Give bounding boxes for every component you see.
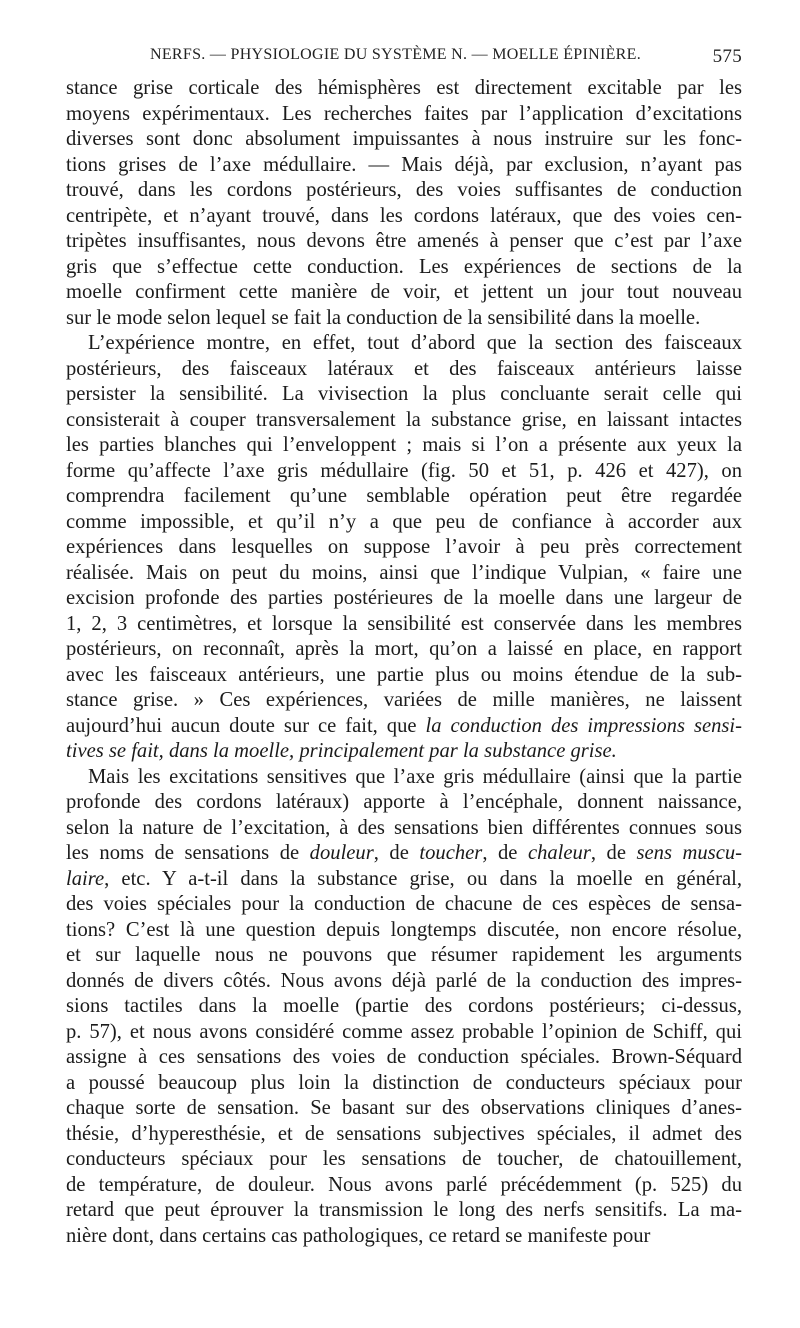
running-head — [66, 46, 742, 76]
text-line: profonde des cordons latéraux) apporte à l’encéphale, donnent naissance, — [66, 791, 742, 813]
text-line: les parties blanches qui l’enveloppent ; mais si l’on a présente aux yeux la — [66, 434, 742, 456]
text-line: stance grise. » Ces expériences, variées de mille manières, ne laissent — [66, 689, 742, 711]
text-line: p. 57), et nous avons considéré comme assez probable l’opinion de Schiff, qui — [66, 1020, 742, 1043]
text-line: postérieurs, on reconnaît, après la mort, qu’on a laissé en place, en rapport — [66, 638, 742, 660]
text-line: aujourd’hui aucun doute sur ce fait, que la conduction des impressions sensi- — [66, 714, 742, 737]
page-number: 575 — [712, 46, 742, 67]
text-line: tripètes insuffisantes, nous devons être amenés à penser que c’est par l’axe — [66, 230, 742, 252]
text-line: persister la sensibilité. La vivisection la plus concluante serait celle qui — [66, 383, 742, 405]
text-line: postérieurs, des faisceaux latéraux et des faisceaux antérieurs laisse — [66, 357, 742, 380]
paragraph — [66, 331, 742, 765]
text-line: les noms de sensations de douleur, de toucher, de chaleur, de sens muscu- — [66, 842, 742, 864]
text-line: thésie, d’hyperesthésie, et de sensations subjectives spéciales, il admet des — [66, 1122, 742, 1145]
text-line: 1, 2, 3 centimètres, et lorsque la sensibilité est conservée dans les membres — [66, 612, 742, 635]
text-line: stance grise corticale des hémisphères est directement excitable par les — [66, 77, 742, 99]
text-line: donnés de divers côtés. Nous avons déjà parlé de la conduction des impres- — [66, 969, 742, 992]
text-line: forme qu’affecte l’axe gris médullaire (fig. 50 et 51, p. 426 et 427), on — [66, 459, 742, 482]
body-text — [66, 76, 742, 1249]
text-line: tions? C’est là une question depuis longtemps discutée, non encore résolue, — [66, 918, 742, 941]
text-line: trouvé, dans les cordons postérieurs, des voies suffisantes de conduction — [66, 179, 742, 201]
paragraph — [66, 765, 742, 1250]
text-line: Mais les excitations sensitives que l’axe gris médullaire (ainsi que la partie — [88, 765, 742, 788]
text-line: avec les faisceaux antérieurs, une partie plus ou moins étendue de la sub- — [66, 663, 742, 686]
paragraph — [66, 76, 742, 331]
text-line: excision profonde des parties postérieures de la moelle dans une largeur de — [66, 587, 742, 609]
text-line: assigne à ces sensations des voies de conduction spéciales. Brown-Séquard — [66, 1046, 742, 1068]
text-line: selon la nature de l’excitation, à des sensations bien différentes connues sous — [66, 816, 742, 839]
text-line: de température, de douleur. Nous avons parlé précédemment (p. 525) du — [66, 1173, 742, 1196]
text-line: conducteurs spéciaux pour les sensations de toucher, de chatouillement, — [66, 1148, 742, 1170]
text-line: retard que peut éprouver la transmission le long des nerfs sensitifs. La ma- — [66, 1199, 742, 1221]
text-line: gris que s’effectue cette conduction. Les expériences de sections de la — [66, 255, 742, 278]
text-line: tions grises de l’axe médullaire. — Mais déjà, par exclusion, n’ayant pas — [66, 153, 742, 176]
text-line: diverses sont donc absolument impuissantes à nous instruire sur les fonc- — [66, 128, 742, 150]
text-line: sur le mode selon lequel se fait la conduction de la sensibilité dans la moelle. — [66, 306, 701, 329]
text-line: sions tactiles dans la moelle (partie des cordons postérieurs; ci-dessus, — [66, 995, 742, 1017]
running-title: NERFS. — PHYSIOLOGIE DU SYSTÈME N. — MOELLE ÉPINIÈRE. — [150, 46, 642, 63]
text-line: réalisée. Mais on peut du moins, ainsi que l’indique Vulpian, « faire une — [66, 561, 742, 584]
text-line: expériences dans lesquelles on suppose l’avoir à peu près correctement — [66, 536, 742, 558]
text-line: centripète, et n’ayant trouvé, dans les cordons latéraux, que des voies cen- — [66, 204, 742, 227]
text-line: comprendra facilement qu’une semblable opération peut être regardée — [66, 485, 742, 507]
text-line: comme impossible, et qu’il n’y a que peu de confiance à accorder aux — [66, 510, 742, 533]
text-line: L’expérience montre, en effet, tout d’abord que la section des faisceaux — [88, 332, 742, 354]
text-line: nière dont, dans certains cas pathologiques, ce retard se manifeste pour — [66, 1224, 651, 1247]
text-line: a poussé beaucoup plus loin la distinction de conducteurs spéciaux pour — [66, 1071, 742, 1094]
text-line: moyens expérimentaux. Les recherches faites par l’application d’excitations — [66, 102, 742, 125]
text-line: des voies spéciales pour la conduction de chacune de ces espèces de sensa- — [66, 893, 742, 915]
text-line: moelle confirment cette manière de voir, et jettent un jour tout nouveau — [66, 281, 742, 303]
text-line: chaque sorte de sensation. Se basant sur des observations cliniques d’anes- — [66, 1097, 742, 1119]
text-line: tives se fait, dans la moelle, principalement par la substance grise. — [66, 740, 617, 762]
text-line: consisterait à couper transversalement la substance grise, en laissant intactes — [66, 408, 742, 431]
text-line: et sur laquelle nous ne pouvons que résumer rapidement les arguments — [66, 944, 742, 966]
text-line: laire, etc. Y a-t-il dans la substance grise, ou dans la moelle en général, — [66, 867, 742, 890]
